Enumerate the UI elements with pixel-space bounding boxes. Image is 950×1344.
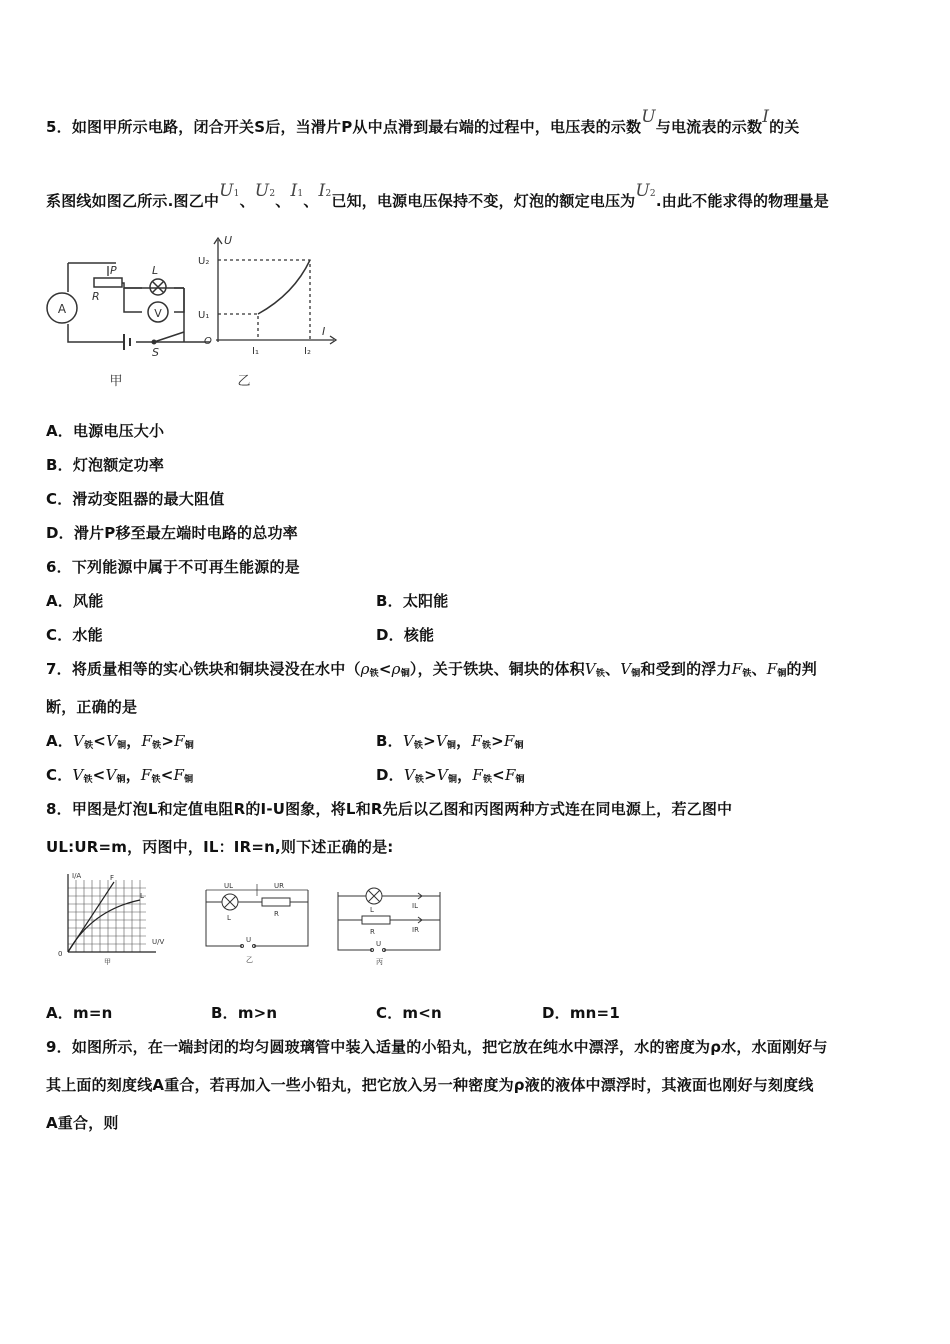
label-A: A (57, 302, 67, 316)
c3-U: U (376, 940, 382, 948)
q7-stem-line2: 断，正确的是 (46, 698, 138, 716)
q5-text-c: 的关 (769, 118, 800, 136)
c2-UR: UR (274, 882, 284, 890)
q9-line1: 9．如图所示，在一端封闭的均匀圆玻璃管中装入适量的小铅丸，把它放在纯水中漂浮，水的密度为ρ水，水面刚好与 (46, 1038, 828, 1056)
q5-line1 (46, 107, 800, 137)
var-I: I (762, 107, 770, 127)
q7-option-C: C．$V_铁<V_铜$，$F_铁<F_铜$ (46, 766, 194, 785)
label-V: V (154, 307, 162, 320)
q6-option-D: D．核能 (376, 626, 435, 644)
q8-stem-line1: 8．甲图是灯泡L和定值电阻R的I-U图象，将L和R先后以乙图和丙图两种方式连在同电源上，若乙图中 (46, 800, 733, 818)
c3-IL: IL (412, 902, 418, 910)
var-I2: I2 (318, 181, 332, 201)
iu-caption: 甲 (104, 958, 111, 966)
q9-line2: 其上面的刻度线A重合，若再加入一些小铅丸，把它放入另一种密度为ρ液的液体中漂浮时，其液面也刚好与刻度线 (46, 1076, 814, 1094)
tick-I2: I₂ (304, 346, 311, 357)
iu-axis-y: I/A (72, 872, 82, 880)
label-L: L (152, 264, 159, 277)
iu-label-L: L (140, 892, 144, 900)
iu-label-F: F (110, 874, 115, 882)
axis-I: I (322, 325, 326, 338)
caption-yi: 乙 (237, 374, 251, 389)
q8-figures (52, 870, 452, 970)
iu-axis-x: U/V (152, 938, 165, 946)
q5-line2: 系图线如图乙所示.图乙中U1、U2、I1、I2已知，电源电压保持不变，灯泡的额定电压为U2.由此不能求得的物理量是 (46, 181, 829, 210)
q5-circuit-figure (44, 232, 354, 394)
q5-text-d: 系图线如图乙所示.图乙中 (46, 192, 220, 210)
var-U: U (641, 107, 656, 127)
q5-option-C: C．滑动变阻器的最大阻值 (46, 490, 225, 508)
q8-option-C: C．m<n (376, 1004, 442, 1022)
axis-U: U (224, 234, 233, 247)
c2-UL: UL (224, 882, 234, 890)
q5-option-B: B．灯泡额定功率 (46, 456, 165, 474)
var-I1: I1 (290, 181, 304, 201)
label-S: S (152, 346, 159, 359)
q7-option-D: D．$V_铁>V_铜$，$F_铁<F_铜$ (376, 766, 525, 785)
c2-U: U (246, 936, 252, 944)
origin-O: O (204, 336, 212, 347)
var-U2: U2 (254, 181, 276, 201)
c2-caption: 乙 (246, 956, 253, 964)
q5-text-e: 已知，电源电压保持不变，灯泡的额定电压为 (331, 192, 636, 210)
var-U2b: U2 (635, 181, 656, 201)
q9-line3: A重合，则 (46, 1114, 119, 1132)
q8-option-D: D．mn=1 (542, 1004, 620, 1022)
q6-option-B: B．太阳能 (376, 592, 449, 610)
caption-jia: 甲 (109, 374, 123, 389)
var-U1: U1 (219, 181, 240, 201)
q8-option-A: A．m=n (46, 1004, 113, 1022)
iu-origin: 0 (58, 950, 63, 958)
q8-option-B: B．m>n (211, 1004, 278, 1022)
tick-U1: U₁ (198, 310, 210, 321)
q5-text-b: 与电流表的示数 (655, 118, 763, 136)
q5-text-f: .由此不能求得的物理量是 (655, 192, 829, 210)
c2-L: L (227, 914, 231, 922)
c3-IR: IR (412, 926, 419, 934)
q6-stem: 6．下列能源中属于不可再生能源的是 (46, 558, 300, 576)
q6-option-C: C．水能 (46, 626, 103, 644)
q5-text-a: 5．如图甲所示电路，闭合开关S后，当滑片P从中点滑到最右端的过程中，电压表的示数 (46, 118, 642, 136)
q7-option-B: B．$V_铁>V_铜$，$F_铁>F_铜$ (376, 732, 524, 751)
q7-stem-line1: 7．将质量相等的实心铁块和铜块浸没在水中$(\rho_铁<\rho_铜)$，关于铁块、铜块的体积$V_铁$、$V_铜$和受到的浮力$F_铁$、$F_铜$的判 (46, 660, 817, 679)
label-R: R (92, 290, 100, 303)
q8-stem-line2: UL:UR=m，丙图中，IL：IR=n,则下述正确的是: (46, 838, 394, 856)
c3-L: L (370, 906, 374, 914)
q7-option-A: A．$V_铁<V_铜$，$F_铁>F_铜$ (46, 732, 194, 751)
c2-R: R (274, 910, 279, 918)
tick-I1: I₁ (252, 346, 259, 357)
q6-option-A: A．风能 (46, 592, 104, 610)
tick-U2: U₂ (198, 256, 210, 267)
label-P: P (110, 264, 117, 277)
c3-R: R (370, 928, 375, 936)
q5-option-D: D．滑片P移至最左端时电路的总功率 (46, 524, 298, 542)
q5-option-A: A．电源电压大小 (46, 422, 165, 440)
c3-caption: 丙 (376, 958, 383, 966)
